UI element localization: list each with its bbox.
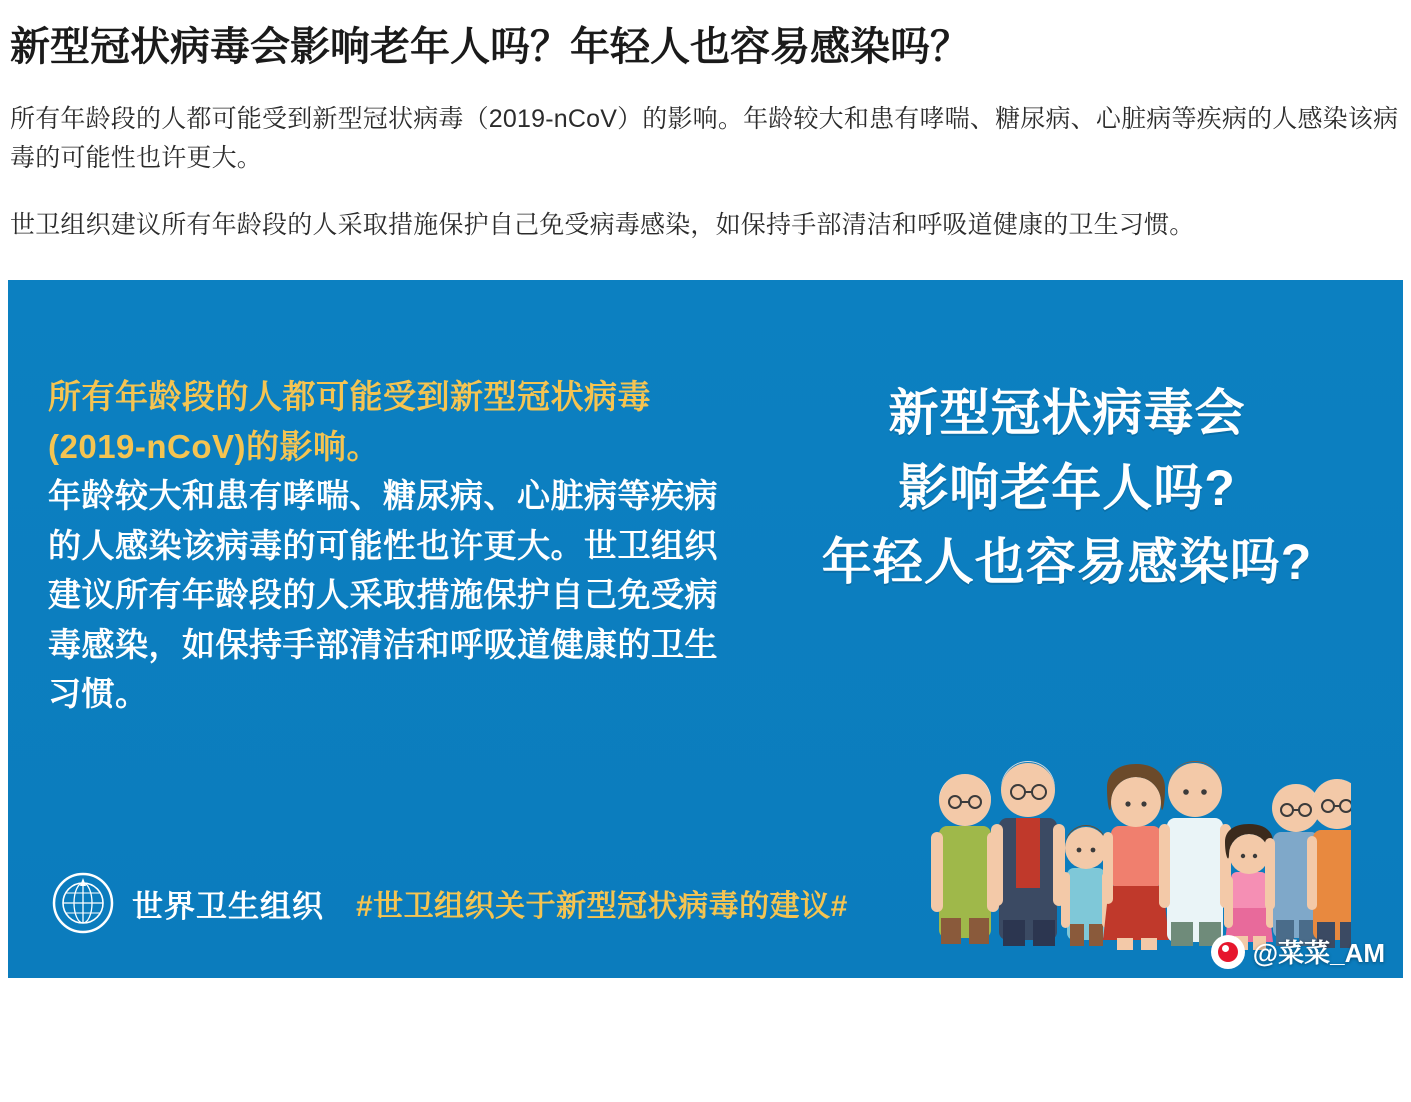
poster-highlight-text: 所有年龄段的人都可能受到新型冠状病毒(2019-nCoV)的影响。 xyxy=(48,378,651,465)
poster-headline xyxy=(767,382,1367,606)
page-root xyxy=(0,22,1411,1102)
weibo-icon xyxy=(1211,935,1245,969)
weibo-watermark xyxy=(1211,933,1385,970)
poster-headline-line-3: 年轻人也容易感染吗? xyxy=(821,534,1313,591)
page-title: 新型冠状病毒会影响老年人吗？年轻人也容易感染吗？ xyxy=(10,25,970,69)
poster-headline-line-2: 影响老年人吗? xyxy=(898,459,1236,516)
poster-left-text xyxy=(48,372,728,719)
who-poster-image xyxy=(8,280,1403,978)
poster-headline-line-1: 新型冠状病毒会 xyxy=(888,385,1246,442)
family-group-illustration xyxy=(921,722,1351,952)
article-paragraph-1: 所有年龄段的人都可能受到新型冠状病毒（2019-nCoV）的影响。年龄较大和患有哮喘、糖尿病、心脏病等疾病的人感染该病毒的可能性也许更大。 xyxy=(10,105,1399,172)
poster-hashtag: #世卫组织关于新型冠状病毒的建议# xyxy=(356,890,848,924)
article-body xyxy=(0,22,1411,244)
poster-footer xyxy=(52,872,848,934)
who-logo-icon xyxy=(52,872,114,934)
article-paragraph-2: 世卫组织建议所有年龄段的人采取措施保护自己免受病毒感染，如保持手部清洁和呼吸道健康的卫生习惯。 xyxy=(10,210,1195,239)
who-organization-label: 世界卫生组织 xyxy=(132,888,324,924)
poster-body-text: 年龄较大和患有哮喘、糖尿病、心脏病等疾病的人感染该病毒的可能性也许更大。世卫组织建议所有年龄段的人采取措施保护自己免受病毒感染，如保持手部清洁和呼吸道健康的卫生习惯。 xyxy=(48,477,718,713)
weibo-username: @菜菜_AM xyxy=(1252,938,1385,969)
